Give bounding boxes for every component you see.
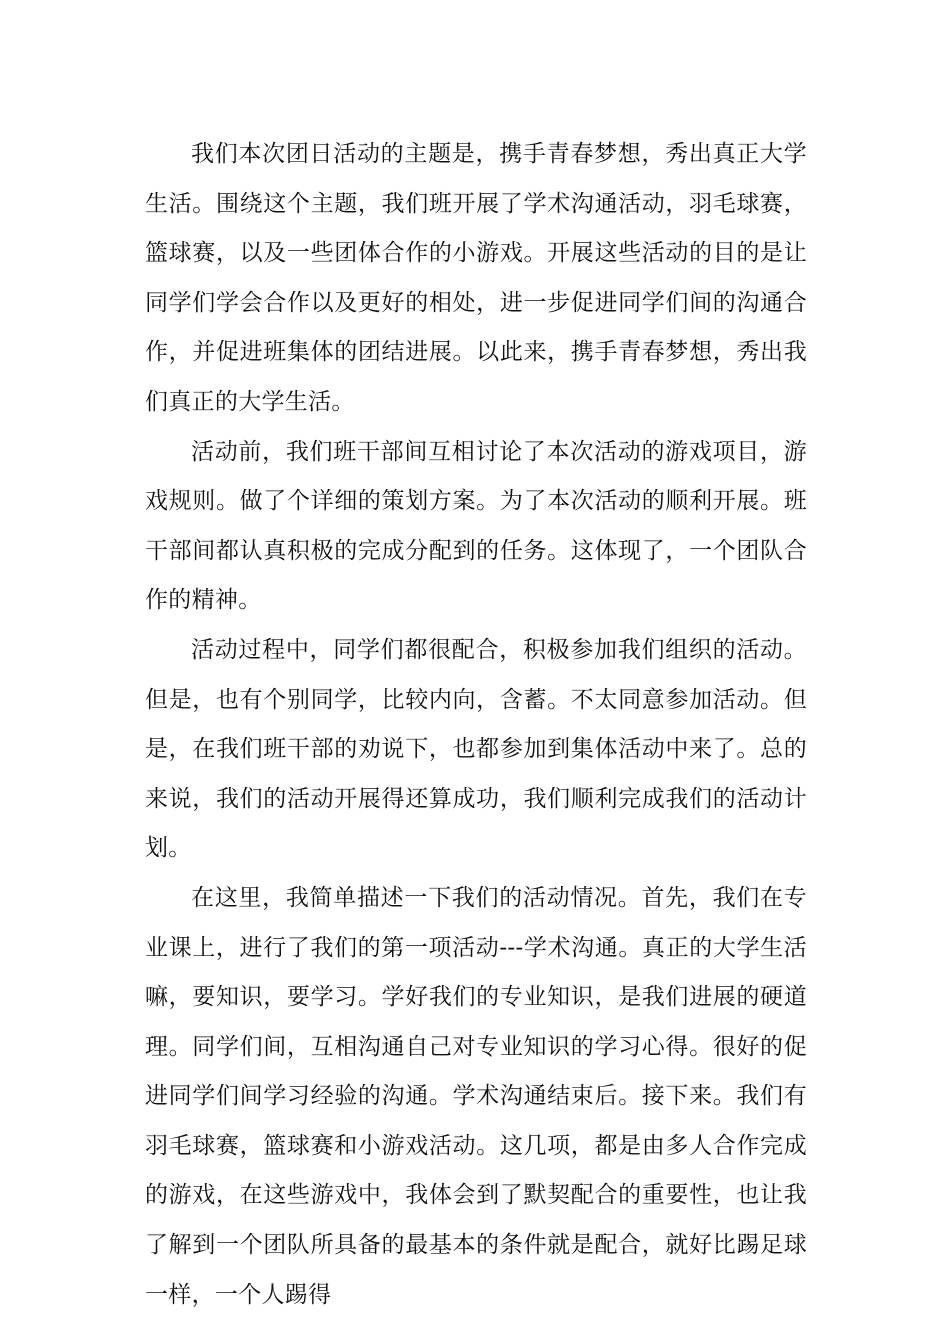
paragraph-theme: 我们本次团日活动的主题是，携手青春梦想，秀出真正大学生活。围绕这个主题，我们班开展了学术沟通活动，羽毛球赛，篮球赛，以及一些团体合作的小游戏。开展这些活动的目的是让同学们学会合作以及更好的相处，进一步促进同学们间的沟通合作，并促进班集体的团结进展。以此来，携手青春梦想，秀出我们真正的大学生活。 bbox=[145, 141, 807, 415]
paragraph-process: 活动过程中，同学们都很配合，积极参加我们组织的活动。但是，也有个别同学，比较内向，含蓄。不太同意参加活动。但是，在我们班干部的劝说下，也都参加到集体活动中来了。总的来说，我们的活动开展得还算成功，我们顺利完成我们的活动计划。 bbox=[145, 636, 807, 862]
paragraph-description: 在这里，我简单描述一下我们的活动情况。首先，我们在专业课上，进行了我们的第一项活动---学术沟通。真正的大学生活嘛，要知识，要学习。学好我们的专业知识，是我们进展的硬道理。同学们间，互相沟通自己对专业知识的学习心得。很好的促进同学们间学习经验的沟通。学术沟通结束后。接下来。我们有羽毛球赛，篮球赛和小游戏活动。这几项，都是由多人合作完成的游戏，在这些游戏中，我体会到了默契配合的重要性，也让我了解到一个团队所具备的最基本的条件就是配合，就好比踢足球一样，一个人踢得 bbox=[145, 884, 807, 1308]
paragraph-preparation: 活动前，我们班干部间互相讨论了本次活动的游戏项目，游戏规则。做了个详细的策划方案。为了本次活动的顺利开展。班干部间都认真积极的完成分配到的任务。这体现了，一个团队合作的精神。 bbox=[145, 438, 807, 614]
document-body bbox=[145, 130, 807, 1320]
